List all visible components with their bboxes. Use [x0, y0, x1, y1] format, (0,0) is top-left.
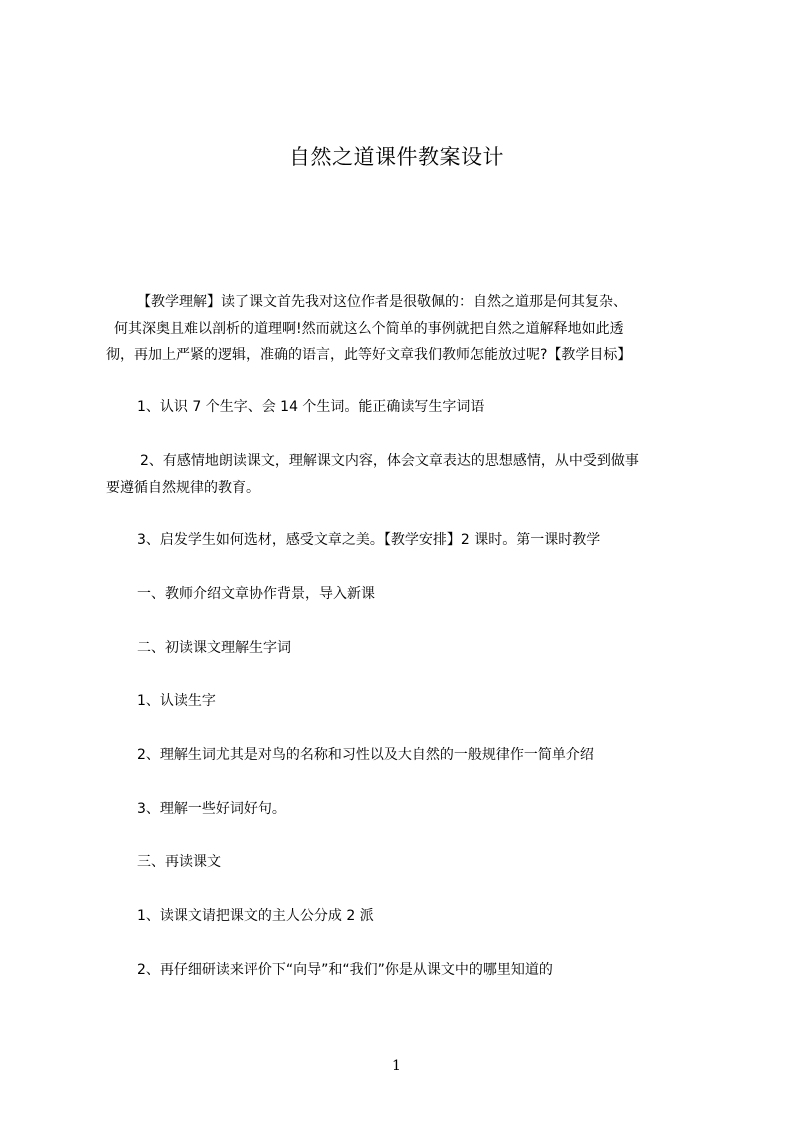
- section-3-item-1: 1、读课文请把课文的主人公分成 2 派: [137, 908, 374, 924]
- intro-paragraph-line-2: 何其深奥且难以剖析的道理啊!然而就这么个简单的事例就把自然之道解释地如此透: [114, 321, 624, 337]
- section-3-item-2: 2、再仔细研读来评价下“向导”和“我们”你是从课文中的哪里知道的: [137, 962, 553, 978]
- intro-paragraph-line-3: 彻，再加上严紧的逻辑，准确的语言，此等好文章我们教师怎能放过呢?【教学目标】: [106, 347, 632, 363]
- goal-1: 1、认识 7 个生字、会 14 个生词。能正确读写生字词语: [137, 399, 485, 415]
- section-2-item-2: 2、理解生词尤其是对鸟的名称和习性以及大自然的一般规律作一简单介绍: [137, 747, 594, 763]
- page-number: 1: [392, 1058, 401, 1074]
- section-3-heading: 三、再读课文: [137, 854, 221, 870]
- section-2-heading: 二、初读课文理解生字词: [137, 640, 291, 656]
- section-2-item-3: 3、理解一些好词好句。: [137, 801, 286, 817]
- section-1-heading: 一、教师介绍文章协作背景，导入新课: [137, 586, 375, 602]
- goal-2-line-2: 要遵循自然规律的教育。: [106, 480, 260, 496]
- goal-2-line-1: 2、有感情地朗读课文，理解课文内容，体会文章表达的思想感情，从中受到做事: [140, 453, 639, 469]
- intro-paragraph-line-1: 【教学理解】读了课文首先我对这位作者是很敬佩的：自然之道那是何其复杂、: [137, 294, 627, 310]
- section-2-item-1: 1、认读生字: [137, 693, 216, 709]
- goal-3: 3、启发学生如何选材，感受文章之美。【教学安排】2 课时。第一课时教学: [137, 532, 601, 548]
- document-title: 自然之道课件教案设计: [289, 145, 504, 169]
